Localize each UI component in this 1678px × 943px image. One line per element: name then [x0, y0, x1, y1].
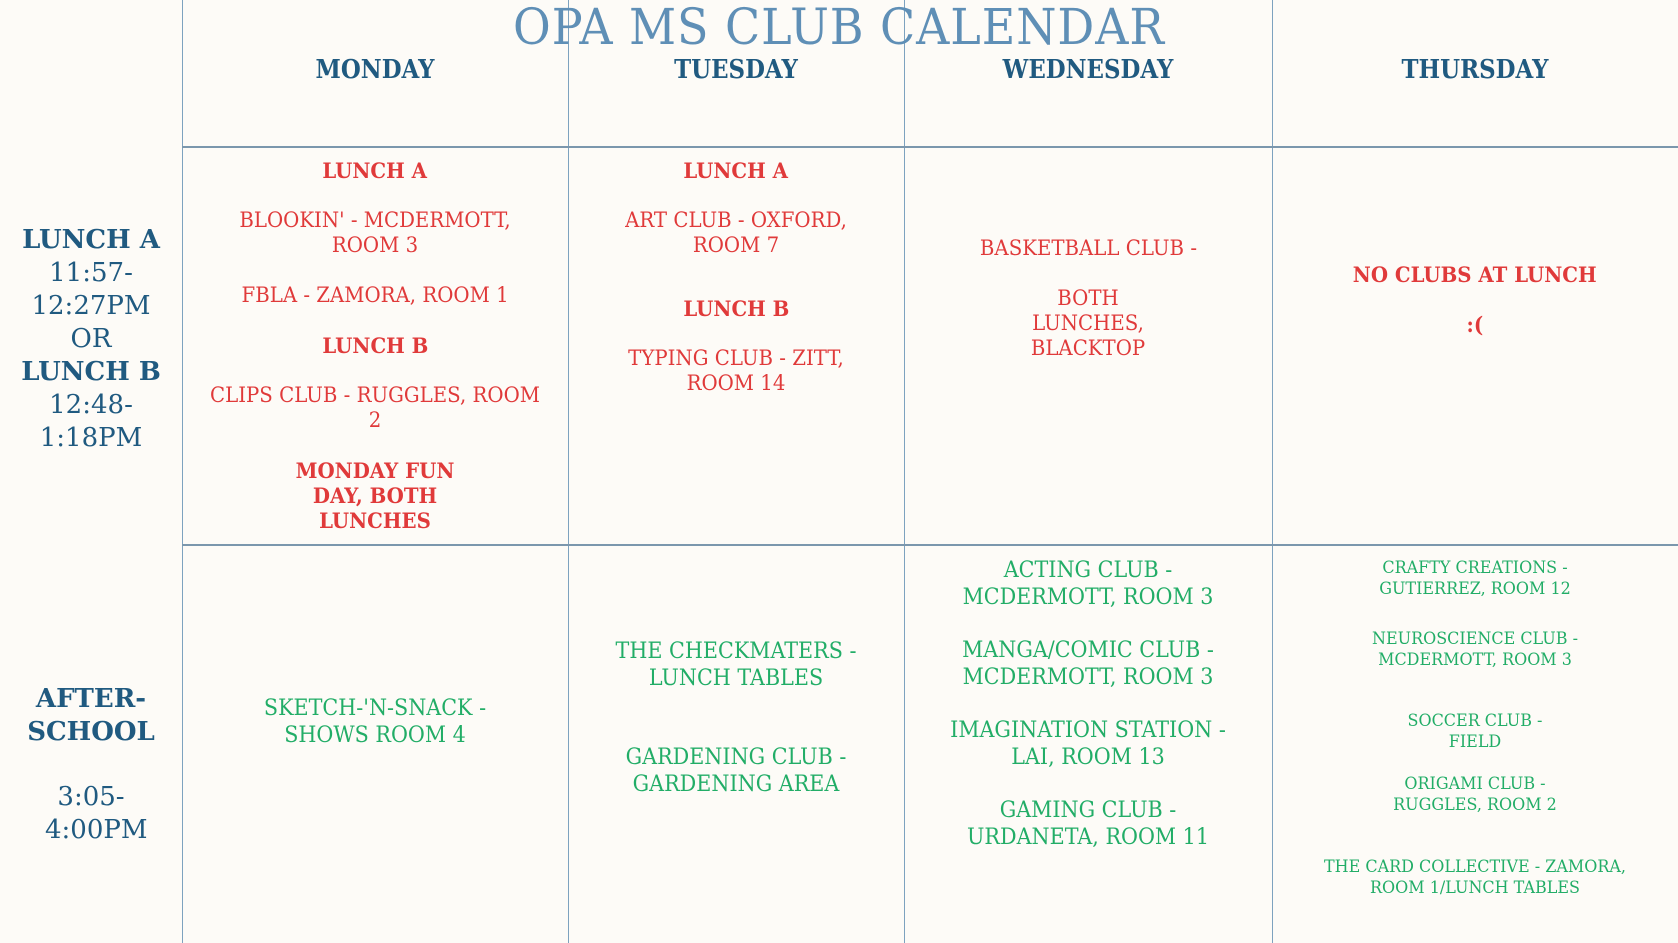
cell-after-monday: [182, 695, 568, 749]
club-entry: MANGA/COMIC CLUB - MCDERMOTT, ROOM 3: [962, 638, 1214, 690]
after-school-time: 3:05-4:00PM: [45, 782, 148, 845]
or-label: OR: [70, 324, 112, 354]
club-entry: BOTH LUNCHES, BLACKTOP: [1030, 286, 1146, 360]
cell-lunch-thursday: [1272, 262, 1678, 337]
club-entry: THE CARD COLLECTIVE - ZAMORA, ROOM 1/LUNCH TABLES: [1324, 857, 1626, 898]
club-entry-highlight: MONDAY FUN DAY, BOTH LUNCHES: [295, 458, 455, 533]
club-entry: GAMING CLUB - URDANETA, ROOM 11: [967, 798, 1209, 850]
club-entry: SOCCER CLUB - FIELD: [1407, 711, 1543, 752]
lunch-a-heading: LUNCH A: [322, 158, 428, 183]
day-header-monday: MONDAY: [315, 55, 435, 85]
no-clubs-text: NO CLUBS AT LUNCH: [1353, 262, 1597, 287]
grid-line: [182, 544, 1678, 546]
sad-face-text: :(: [1466, 312, 1484, 337]
club-entry: BASKETBALL CLUB -: [979, 236, 1197, 260]
cell-lunch-tuesday: [568, 158, 904, 396]
day-header-wednesday: WEDNESDAY: [1002, 55, 1174, 85]
after-school-label: AFTER-SCHOOL: [27, 684, 155, 747]
lunch-b-time: 12:48-1:18PM: [39, 390, 143, 453]
club-entry: BLOOKIN' - MCDERMOTT, ROOM 3: [239, 208, 511, 257]
cell-lunch-monday: [182, 158, 568, 533]
club-entry: IMAGINATION STATION - LAI, ROOM 13: [950, 718, 1226, 770]
day-header-thursday: THURSDAY: [1401, 55, 1549, 85]
cell-after-tuesday: [568, 638, 904, 798]
page-title: OPA MS CLUB CALENDAR: [513, 0, 1165, 56]
club-entry: ORIGAMI CLUB - RUGGLES, ROOM 2: [1393, 774, 1557, 815]
grid-line: [182, 146, 1678, 148]
club-entry: SKETCH-'N-SNACK - SHOWS ROOM 4: [263, 696, 487, 748]
club-entry: THE CHECKMATERS - LUNCH TABLES: [615, 639, 857, 691]
club-entry: TYPING CLUB - ZITT, ROOM 14: [628, 346, 844, 395]
lunch-a-label: LUNCH A: [22, 225, 160, 255]
lunch-a-heading: LUNCH A: [683, 158, 789, 183]
club-entry: ART CLUB - OXFORD, ROOM 7: [625, 208, 847, 257]
lunch-b-heading: LUNCH B: [322, 333, 428, 358]
club-entry: ACTING CLUB - MCDERMOTT, ROOM 3: [962, 558, 1214, 610]
club-entry: GARDENING CLUB - GARDENING AREA: [625, 745, 847, 797]
club-entry: CLIPS CLUB - RUGGLES, ROOM 2: [210, 383, 540, 432]
cell-after-thursday: [1272, 558, 1678, 899]
grid-line: [568, 0, 569, 943]
lunch-a-time: 11:57-12:27PM: [31, 258, 151, 321]
cell-lunch-wednesday: [904, 236, 1272, 361]
row-label-after-school: [0, 683, 182, 847]
row-label-lunch: [0, 224, 182, 455]
day-header-tuesday: TUESDAY: [674, 55, 798, 85]
cell-after-wednesday: [904, 557, 1272, 851]
club-entry: FBLA - ZAMORA, ROOM 1: [241, 283, 509, 307]
club-entry: NEUROSCIENCE CLUB - MCDERMOTT, ROOM 3: [1371, 629, 1579, 670]
lunch-b-heading: LUNCH B: [683, 296, 789, 321]
club-entry: CRAFTY CREATIONS - GUTIERREZ, ROOM 12: [1379, 558, 1571, 599]
lunch-b-label: LUNCH B: [21, 357, 161, 387]
